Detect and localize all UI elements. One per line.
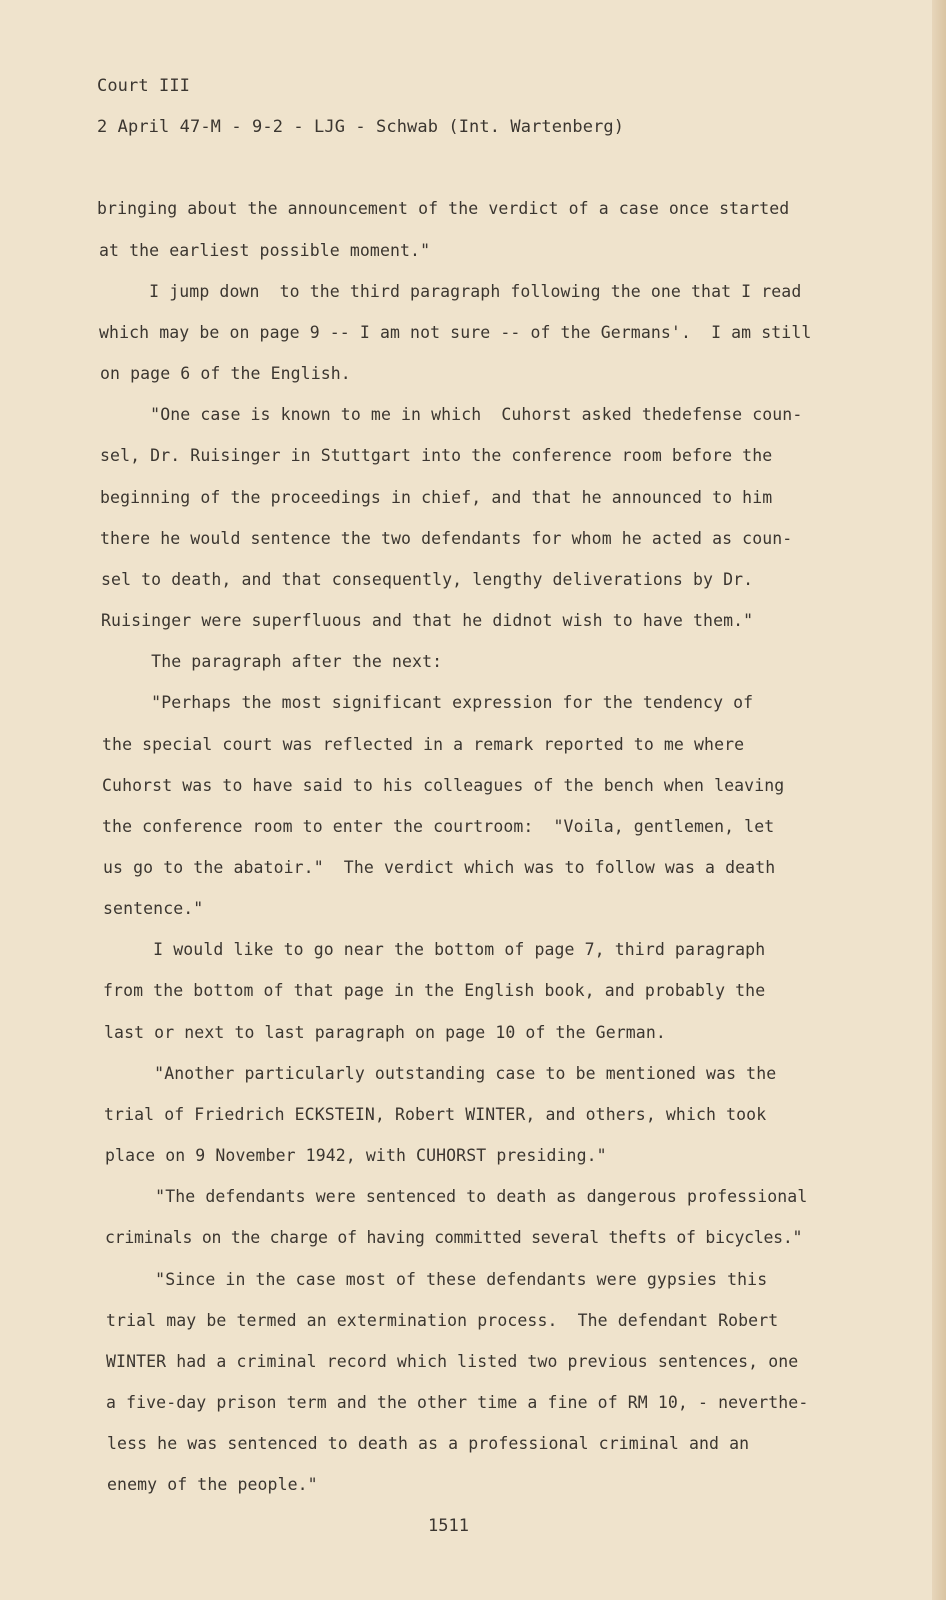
text-line: on page 6 of the English.: [100, 364, 351, 383]
text-line: which may be on page 9 -- I am not sure -- of the Germans'. I am still: [99, 323, 812, 342]
text-line: there he would sentence the two defendants for whom he acted as coun-: [100, 529, 793, 548]
text-line: the conference room to enter the courtroom: "Voila, gentlemen, let: [102, 817, 775, 836]
text-line: less he was sentenced to death as a professional criminal and an: [107, 1434, 750, 1453]
text-line: I jump down to the third paragraph following the one that I read: [99, 282, 802, 301]
text-line: sel to death, and that consequently, lengthy deliverations by Dr.: [101, 570, 754, 589]
text-line: "Since in the case most of these defendants were gypsies this: [105, 1270, 768, 1289]
text-line: a five-day prison term and the other time a fine of RM 10, - neverthe-: [106, 1393, 809, 1412]
text-line: Ruisinger were superfluous and that he didnot wish to have them.": [101, 611, 754, 630]
text-line: us go to the abatoir." The verdict which was to follow was a death: [103, 858, 776, 877]
text-line: last or next to last paragraph on page 10 of the German.: [104, 1023, 666, 1042]
text-line: sentence.": [103, 899, 204, 918]
session-header: 2 April 47-M - 9-2 - LJG - Schwab (Int. Wartenberg): [97, 117, 625, 137]
text-line: "Another particularly outstanding case to be mentioned was the: [104, 1064, 777, 1083]
text-line: I would like to go near the bottom of page 7, third paragraph: [103, 940, 766, 959]
text-line: criminals on the charge of having committed several thefts of bicycles.": [105, 1228, 803, 1247]
text-line: trial of Friedrich ECKSTEIN, Robert WINTER, and others, which took: [104, 1105, 767, 1124]
text-line: sel, Dr. Ruisinger in Stuttgart into the conference room before the: [100, 446, 773, 465]
court-header: Court III: [97, 76, 191, 96]
text-line: beginning of the proceedings in chief, and that he announced to him: [100, 488, 773, 507]
text-line: "One case is known to me in which Cuhorst asked thedefense coun-: [100, 405, 803, 424]
paper-edge: [932, 0, 946, 1600]
text-line: WINTER had a criminal record which listed two previous sentences, one: [106, 1352, 799, 1371]
text-line: trial may be termed an extermination process. The defendant Robert: [106, 1311, 779, 1330]
text-line: place on 9 November 1942, with CUHORST presiding.": [105, 1146, 607, 1165]
text-line: "The defendants were sentenced to death as dangerous professional: [105, 1187, 808, 1206]
text-line: The paragraph after the next:: [101, 652, 443, 671]
text-line: "Perhaps the most significant expression for the tendency of: [101, 693, 754, 712]
text-line: enemy of the people.": [107, 1475, 318, 1494]
text-line: bringing about the announcement of the verdict of a case once started: [97, 199, 790, 218]
text-line: from the bottom of that page in the English book, and probably the: [103, 981, 766, 1000]
page-number: 1511: [428, 1516, 469, 1536]
text-line: the special court was reflected in a remark reported to me where: [102, 735, 745, 754]
text-line: Cuhorst was to have said to his colleagues of the bench when leaving: [102, 776, 785, 795]
text-line: at the earliest possible moment.": [99, 241, 431, 260]
